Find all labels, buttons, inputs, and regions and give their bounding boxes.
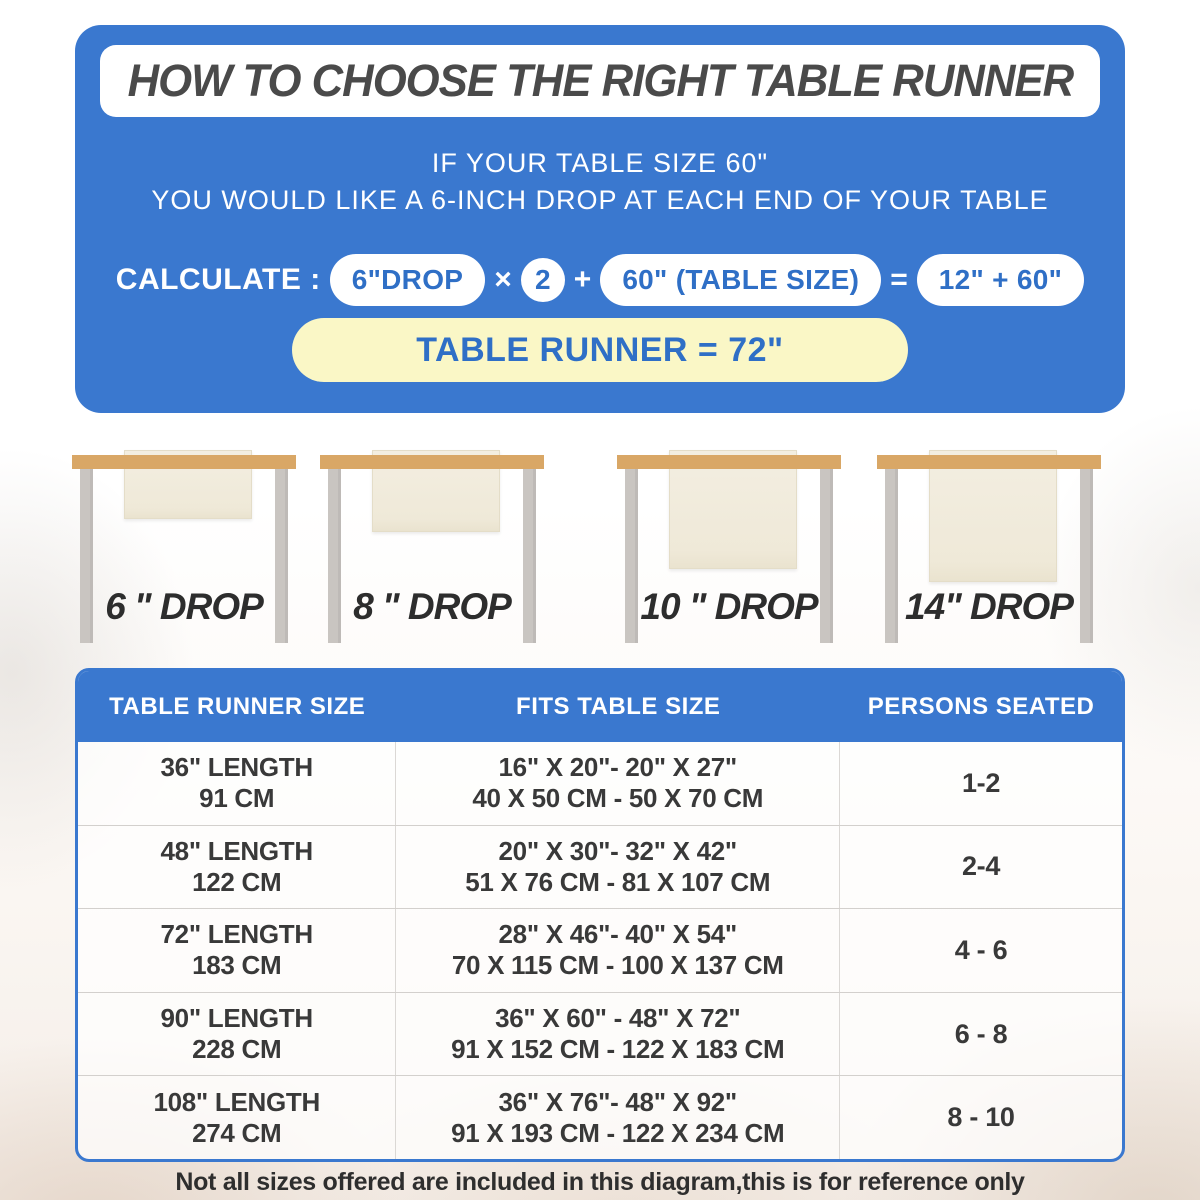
- runner-size-cell: [78, 909, 396, 992]
- runner-size-cm: 228 CM: [192, 1034, 282, 1065]
- table-runner-illustration: [929, 450, 1057, 582]
- runner-size-inches: 90" LENGTH: [160, 1003, 313, 1034]
- table-row: [78, 1075, 1122, 1159]
- persons-seated-cell: 2-4: [961, 851, 1001, 882]
- drop-diagram-6in: [72, 450, 296, 650]
- runner-size-cm: 122 CM: [192, 866, 282, 897]
- runner-size-inches: 108" LENGTH: [153, 1086, 320, 1117]
- runner-size-inches: 36" LENGTH: [160, 752, 313, 783]
- fits-table-cm: 91 X 152 CM - 122 X 183 CM: [451, 1034, 785, 1065]
- runner-size-cell: [78, 993, 396, 1076]
- persons-seated-cell: 8 - 10: [947, 1102, 1015, 1133]
- drop-label: 14" DROP: [905, 586, 1073, 627]
- title-box: [100, 45, 1100, 117]
- persons-seated-cell: 4 - 6: [954, 934, 1008, 965]
- drop-value-pill: 6"DROP: [330, 254, 486, 306]
- fits-table-cell: [396, 909, 840, 992]
- tabletop-illustration: [877, 455, 1101, 469]
- table-row: [78, 742, 1122, 825]
- size-table-header: [78, 671, 1122, 742]
- drop-label: 8 " DROP: [353, 586, 511, 627]
- table-size-pill: 60" (TABLE SIZE): [600, 254, 881, 306]
- runner-size-inches: 72" LENGTH: [160, 919, 313, 950]
- fits-table-cm: 40 X 50 CM - 50 X 70 CM: [472, 783, 764, 814]
- size-table: [75, 668, 1125, 1162]
- table-row: [78, 908, 1122, 992]
- size-table-body: [78, 742, 1122, 1159]
- multiplier-badge: 2: [521, 258, 565, 302]
- tabletop-illustration: [617, 455, 841, 469]
- fits-table-inches: 36" X 76"- 48" X 92": [498, 1086, 737, 1117]
- fits-table-cm: 51 X 76 CM - 81 X 107 CM: [465, 866, 771, 897]
- persons-seated-cell: 6 - 8: [954, 1018, 1008, 1049]
- persons-seated-cell: 1-2: [961, 767, 1001, 798]
- runner-size-cell: [78, 826, 396, 909]
- column-header-persons: PERSONS SEATED: [867, 692, 1095, 720]
- subtitle-line-2: YOU WOULD LIKE A 6-INCH DROP AT EACH END OF YOUR TABLE: [151, 185, 1049, 215]
- fits-table-cm: 70 X 115 CM - 100 X 137 CM: [451, 950, 784, 981]
- drop-label: 6 " DROP: [105, 586, 263, 627]
- table-row: [78, 992, 1122, 1076]
- fits-table-cell: [396, 993, 840, 1076]
- calculation-row: [75, 254, 1125, 306]
- drop-diagram-10in: [617, 450, 841, 650]
- fits-table-cell: [396, 1076, 840, 1159]
- sum-result-pill: 12" + 60": [917, 254, 1084, 306]
- drop-diagram-8in: [320, 450, 544, 650]
- runner-size-cell: [78, 742, 396, 825]
- column-header-runner-size: TABLE RUNNER SIZE: [109, 692, 366, 720]
- runner-size-cm: 91 CM: [199, 783, 275, 814]
- fits-table-inches: 28" X 46"- 40" X 54": [498, 919, 737, 950]
- drop-diagram-14in: [877, 450, 1101, 650]
- runner-size-inches: 48" LENGTH: [160, 835, 313, 866]
- fits-table-inches: 36" X 60" - 48" X 72": [495, 1003, 741, 1034]
- runner-size-cell: [78, 1076, 396, 1159]
- fits-table-cell: [396, 826, 840, 909]
- fits-table-inches: 20" X 30"- 32" X 42": [498, 835, 737, 866]
- tabletop-illustration: [72, 455, 296, 469]
- drop-label: 10 " DROP: [640, 586, 818, 627]
- column-header-fits-table: FITS TABLE SIZE: [516, 692, 721, 720]
- tabletop-illustration: [320, 455, 544, 469]
- footnote: Not all sizes offered are included in this diagram,this is for reference only: [175, 1168, 1025, 1196]
- runner-result-banner: TABLE RUNNER = 72": [292, 318, 908, 382]
- multiply-sign: ×: [494, 263, 512, 296]
- plus-sign: +: [573, 263, 592, 296]
- page-title: HOW TO CHOOSE THE RIGHT TABLE RUNNER: [127, 55, 1073, 106]
- fits-table-cm: 91 X 193 CM - 122 X 234 CM: [451, 1117, 785, 1148]
- equals-sign: =: [890, 263, 908, 296]
- calculate-label: CALCULATE :: [115, 263, 321, 296]
- hero-panel: [75, 25, 1125, 413]
- runner-size-cm: 274 CM: [192, 1117, 282, 1148]
- fits-table-cell: [396, 742, 840, 825]
- fits-table-inches: 16" X 20"- 20" X 27": [498, 752, 737, 783]
- runner-size-cm: 183 CM: [192, 950, 282, 981]
- subtitle-line-1: IF YOUR TABLE SIZE 60": [431, 148, 769, 178]
- table-row: [78, 825, 1122, 909]
